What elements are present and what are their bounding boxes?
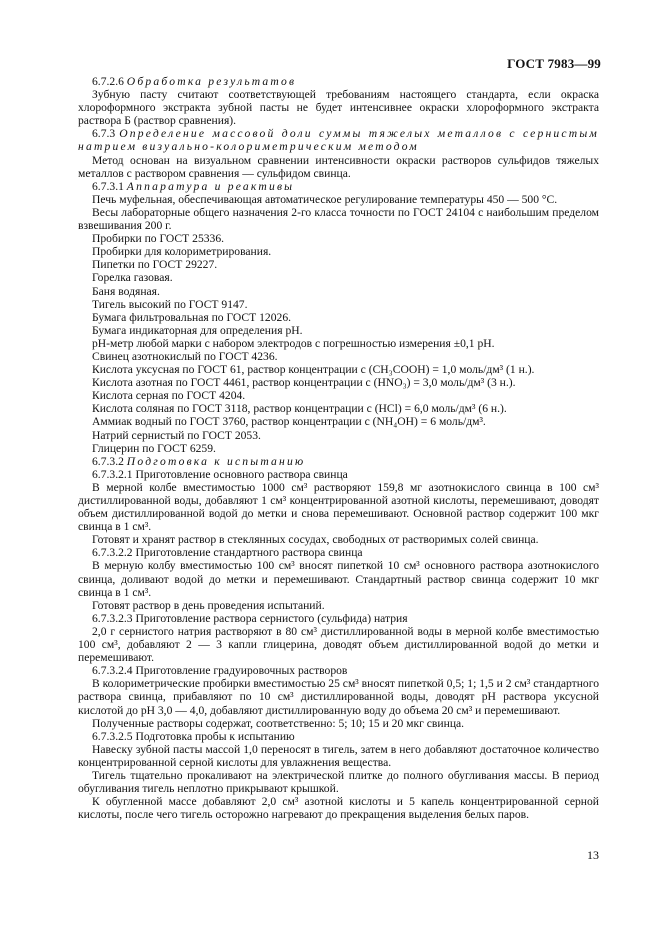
paragraph: 6.7.3.2.2 Приготовление стандартного раствора свинца [92,546,363,560]
section-number: 6.7.2.6 [92,75,124,88]
paragraph: 6.7.3.2.3 Приготовление раствора сернистого (сульфида) натрия [92,611,408,625]
paragraph: Зубную пасту считают соответствующей требованиям настоящего стандарта, если окраска хлороформного экстракта зубной пасты не будет интенсивнее окраски хлороформного экстракта раствора Б (раствор сравнения). [78,88,599,128]
document-body [78,75,599,821]
paragraph: 6.7.3.2.5 Подготовка пробы к испытанию [92,729,295,743]
paragraph: Кислота соляная по ГОСТ 3118, раствор концентрации c (HCl) = 6,0 моль/дм³ (6 н.). [92,402,507,416]
section-heading [78,75,599,88]
paragraph: Навеску зубной пасты массой 1,0 переносят в тигель, затем в него добавляют достаточное количество концентрированной серной кислоты для увлажнения вещества. [78,742,599,769]
paragraph: Натрий сернистый по ГОСТ 2053. [92,428,261,442]
paragraph: Баня водяная. [92,284,160,298]
paragraph: Печь муфельная, обеспечивающая автоматическое регулирование температуры 450 — 500 °С. [92,192,558,206]
section-heading [78,455,599,468]
section-heading [78,180,599,193]
paragraph: 6.7.3.2.4 Приготовление градуировочных растворов [92,664,348,678]
section-title: Подготовка к испытанию [126,454,306,468]
section-title: Обработка результатов [126,75,297,88]
paragraph: Пробирки по ГОСТ 25336. [92,232,225,246]
page-number: 13 [587,848,599,862]
paragraph: Весы лабораторные общего назначения 2-го класса точности по ГОСТ 24104 с наибольшим пределом взвешивания 200 г. [78,205,599,233]
paragraph: Полученные растворы содержат, соответственно: 5; 10; 15 и 20 мкг свинца. [92,716,465,730]
paragraph: Глицерин по ГОСТ 6259. [92,441,216,455]
paragraph: Пробирки для колориметрирования. [92,245,272,259]
section-heading [78,127,599,153]
section-title: Аппаратура и реактивы [126,179,295,193]
paragraph: В колориметрические пробирки вместимостью 25 см³ вносят пипеткой 0,5; 1; 1,5 и 2 см³ стандартного раствора свинца, прибавляют по 10 см³ дистиллированной воды, доводят рН раствора уксусной кислотой до рН 3,0 — 4,0, добавляют дистиллированную воду до объема 20 см³ и перемешивают. [78,677,599,717]
paragraph: 2,0 г сернистого натрия растворяют в 80 см³ дистиллированной воды в мерной колбе вместимостью 100 см³, добавляют 2 — 3 капли глицерина, доводят объем дистиллированной водой до метки и перемешивают. [78,624,599,665]
paragraph: Пипетки по ГОСТ 29227. [92,258,218,272]
paragraph: Метод основан на визуальном сравнении интенсивности окраски растворов сульфидов тяжелых металлов с раствором сравнения — сульфидом свинца. [78,153,599,180]
paragraph: Кислота азотная по ГОСТ 4461, раствор концентрации c (HNO₃) = 3,0 моль/дм³ (3 н.). [92,376,516,390]
paragraph: Аммиак водный по ГОСТ 3760, раствор концентрации c (NH₄OH) = 6 моль/дм³. [92,415,486,429]
paragraph: Тигель тщательно прокаливают на электрической плитке до полного обугливания массы. В период обугливания тигель неплотно прикрывают крышкой. [78,768,599,796]
paragraph: Готовят раствор в день проведения испытаний. [92,598,325,612]
paragraph: В мерную колбу вместимостью 100 см³ вносят пипеткой 10 см³ основного раствора азотнокислого свинца, доливают водой до метки и перемешивают. Стандартный раствор свинца содержит 10 мкг свинца в 1 см³. [78,559,599,599]
paragraph: Кислота уксусная по ГОСТ 61, раствор концентрации c (CH₃COOH) = 1,0 моль/дм³ (1 н.). [92,363,535,377]
paragraph: Горелка газовая. [92,271,173,285]
paragraph: Бумага фильтровальная по ГОСТ 12026. [92,310,292,324]
paragraph: 6.7.3.2.1 Приготовление основного раствора свинца [92,467,348,481]
paragraph: Свинец азотнокислый по ГОСТ 4236. [92,349,278,363]
paragraph: рН-метр любой марки с набором электродов с погрешностью измерения ±0,1 рН. [92,336,495,350]
section-number: 6.7.3.2 [92,454,124,468]
paragraph: Готовят и хранят раствор в стеклянных сосудах, свободных от растворимых солей свинца. [92,533,539,547]
paragraph: Кислота серная по ГОСТ 4204. [92,389,246,403]
paragraph: В мерной колбе вместимостью 1000 см³ растворяют 159,8 мг азотнокислого свинца в 100 см³ дистиллированной воды, добавляют 1 см³ концентрированной азотной кислоты, перемешивают, доводят объем дистиллированной водой до метки и снова перемешивают. Основной раствор содержит 100 мкг свинца в 1 см³. [78,480,599,534]
section-number: 6.7.3 [92,127,116,141]
section-title: Определение массовой доли суммы тяжелых металлов с сернистым натрием визуально-колориметрическим методом [78,127,599,154]
document-code: ГОСТ 7983—99 [507,56,601,71]
paragraph: Тигель высокий по ГОСТ 9147. [92,297,248,311]
section-number: 6.7.3.1 [92,179,124,193]
paragraph: Бумага индикаторная для определения рН. [92,323,303,337]
paragraph: К обугленной массе добавляют 2,0 см³ азотной кислоты и 5 капель концентрированной серной кислоты, после чего тигель осторожно нагревают до прекращения выделения белых паров. [78,795,599,822]
